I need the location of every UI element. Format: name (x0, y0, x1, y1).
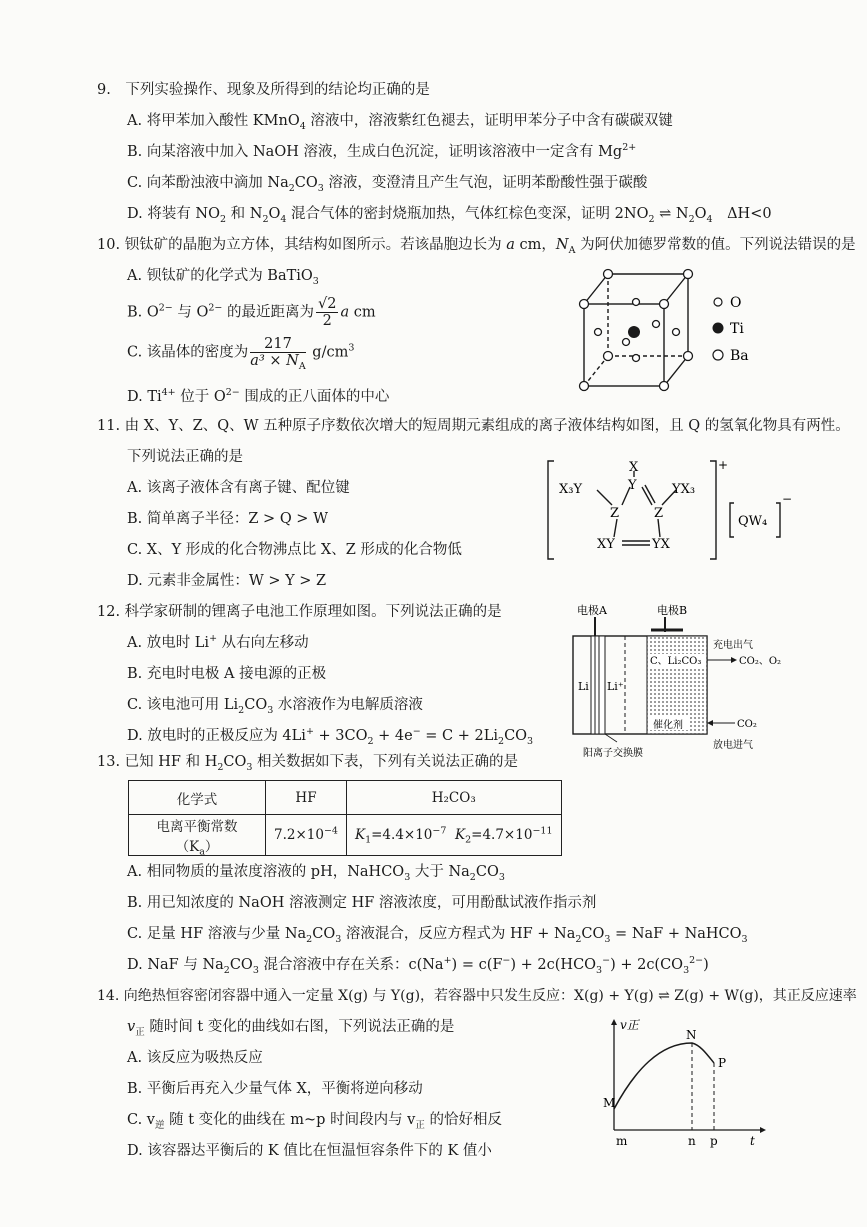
svg-text:X₃Y: X₃Y (559, 482, 583, 497)
q9-option-d: D. 将装有 $NO_2$ 和 $N_2O_4$ 混合气体的密封烧瓶加热，气体红棕色变深，证明 $2NO_2$ ⇌ $N_2O_4$ ΔH<0 (127, 206, 772, 225)
q11-stem-2: 下列说法正确的是 (127, 449, 243, 465)
q11-option-c: C. X、Y 形成的化合物沸点比 X、Z 形成的化合物低 (127, 542, 462, 558)
q9-option-a: A. 将甲苯加入酸性 KMnO$_4$ 溶液中，溶液紫红色褪去，证明甲苯分子中含有碳碳双键 (127, 113, 673, 132)
svg-text:−: − (782, 492, 793, 506)
svg-text:放电进气: 放电进气 (713, 740, 753, 751)
svg-text:N: N (686, 1028, 697, 1042)
svg-text:Li: Li (578, 680, 589, 693)
q14-option-b: B. 平衡后再充入少量气体 X，平衡将逆向移动 (127, 1081, 423, 1097)
q14-option-a: A. 该反应为吸热反应 (127, 1050, 263, 1066)
q10-option-d: D. $Ti^{4+}$ 位于 $O^{2-}$ 围成的正八面体的中心 (127, 387, 390, 405)
table-cell-h2co3: $K_1=4.4\times 10^{-7}$ $K_2=4.7\times 10^{-11}$ (346, 815, 561, 856)
q12-option-a: A. 放电时 Li+ 从右向左移动 (127, 633, 309, 651)
table-header-hf: HF (266, 781, 347, 815)
rate-time-graph (600, 1015, 770, 1150)
svg-text:n: n (688, 1134, 696, 1148)
legend-ti: Ti (730, 321, 744, 337)
q12-stem: 12. 科学家研制的锂离子电池工作原理如图。下列说法正确的是 (97, 604, 502, 620)
svg-text:v正: v正 (620, 1018, 639, 1032)
table-header-formula: 化学式 (129, 781, 266, 815)
q9-stem: 9. 下列实验操作、现象及所得到的结论均正确的是 (97, 82, 430, 98)
q9-option-b: B. 向某溶液中加入 NaOH 溶液，生成白色沉淀，证明该溶液中一定含有 $Mg^{2+}$ (127, 142, 637, 160)
q12-option-d: D. 放电时的正极反应为 $4Li^+ + 3CO_2 + 4e^- = C + 2Li_2CO_3$ (127, 726, 534, 747)
svg-text:Y: Y (628, 478, 637, 493)
svg-text:p: p (710, 1134, 718, 1148)
svg-text:XY: XY (597, 537, 615, 552)
q11-stem: 11. 由 X、Y、Z、Q、W 五种原子序数依次增大的短周期元素组成的离子液体结构如图，且 Q 的氢氧化物具有两性。 (97, 418, 850, 434)
svg-text:催化剂: 催化剂 (653, 720, 683, 731)
svg-text:m: m (616, 1134, 628, 1148)
ionic-liquid-structure-figure (542, 455, 802, 565)
svg-text:M: M (603, 1096, 616, 1110)
q14-option-c: C. $v_逆$ 随 t 变化的曲线在 m~p 时间段内与 $v_正$ 的恰好相反 (127, 1112, 502, 1131)
svg-text:Z: Z (654, 506, 664, 521)
q14-stem: 14. 向绝热恒容密闭容器中通入一定量 X(g) 与 Y(g)，若容器中只发生反应：X(g) + Y(g) ⇌ Z(g) + W(g)，其正反应速率 (97, 988, 857, 1004)
q11-option-d: D. 元素非金属性：W > Y > Z (127, 573, 327, 589)
q11-option-b: B. 简单离子半径：Z > Q > W (127, 511, 328, 527)
svg-text:电极A: 电极A (577, 604, 607, 617)
svg-text:C、Li₂CO₃: C、Li₂CO₃ (650, 656, 702, 667)
svg-text:+: + (718, 458, 729, 472)
svg-text:电极B: 电极B (657, 604, 688, 617)
svg-text:Z: Z (610, 506, 620, 521)
legend-o: O (730, 295, 742, 311)
svg-text:YX₃: YX₃ (672, 482, 696, 497)
svg-text:充电出气: 充电出气 (713, 640, 753, 651)
q13-option-a: A. 相同物质的量浓度溶液的 pH，NaHCO$_3$ 大于 $Na_2CO_3$ (127, 864, 505, 883)
svg-text:CO₂: CO₂ (737, 719, 757, 730)
ionization-constant-table (128, 780, 562, 856)
q14-option-d: D. 该容器达平衡后的 K 值比在恒温恒容条件下的 K 值小 (127, 1143, 492, 1159)
q13-stem: 13. 已知 HF 和 $H_2CO_3$ 相关数据如下表，下列有关说法正确的是 (97, 754, 519, 773)
svg-text:CO₂、O₂: CO₂、O₂ (739, 656, 782, 667)
table-header-h2co3: H₂CO₃ (346, 781, 561, 815)
q10-option-c: C. 该晶体的密度为 $\frac{217}{a^3 \times N_A}$ $g/cm^3$ (127, 336, 355, 372)
q12-option-c: C. 该电池可用 $Li_2CO_3$ 水溶液作为电解质溶液 (127, 697, 423, 716)
svg-text:YX: YX (652, 537, 670, 552)
svg-text:X: X (629, 460, 639, 475)
svg-text:Li⁺: Li⁺ (607, 680, 624, 693)
perovskite-unit-cell-figure (570, 262, 770, 397)
q11-option-a: A. 该离子液体含有离子键、配位键 (127, 480, 350, 496)
q10-option-b: B. $O^{2-}$ 与 $O^{2-}$ 的最近距离为 $\frac{√2}{2}$ a cm (127, 296, 376, 329)
lithium-battery-figure (565, 600, 795, 760)
table-row-label: 电离平衡常数$(K_a)$ (129, 815, 266, 856)
legend-ba: Ba (730, 348, 749, 364)
q13-option-c: C. 足量 HF 溶液与少量 $Na_2CO_3$ 溶液混合，反应方程式为 HF + $Na_2CO_3$ = NaF + NaHCO$_3$ (127, 926, 748, 945)
svg-text:t: t (750, 1134, 755, 1148)
svg-text:QW₄: QW₄ (738, 514, 768, 529)
q13-option-b: B. 用已知浓度的 NaOH 溶液测定 HF 溶液浓度，可用酚酞试液作指示剂 (127, 895, 597, 911)
q12-option-b: B. 充电时电极 A 接电源的正极 (127, 666, 327, 682)
q14-stem-2: $v_正$ 随时间 t 变化的曲线如右图，下列说法正确的是 (127, 1019, 455, 1038)
q9-option-c: C. 向苯酚浊液中滴加 $Na_2CO_3$ 溶液，变澄清且产生气泡，证明苯酚酸性强于碳酸 (127, 175, 648, 194)
q13-option-d: D. NaF 与 $Na_2CO_3$ 混合溶液中存在关系：$c(Na^+) = c(F^-) + 2c(HCO_3^-) + 2c(CO_3^{2-})$ (127, 955, 709, 976)
q10-stem: 10. 钡钛矿的晶胞为立方体，其结构如图所示。若该晶胞边长为 a cm，$N_A$ 为阿伏加德罗常数的值。下列说法错误的是 (97, 237, 856, 256)
table-cell-hf: $7.2\times 10^{-4}$ (266, 815, 347, 856)
q10-option-a: A. 钡钛矿的化学式为 BaTiO$_3$ (127, 268, 319, 287)
svg-text:P: P (718, 1056, 727, 1070)
svg-text:阳离子交换膜: 阳离子交换膜 (583, 748, 643, 759)
